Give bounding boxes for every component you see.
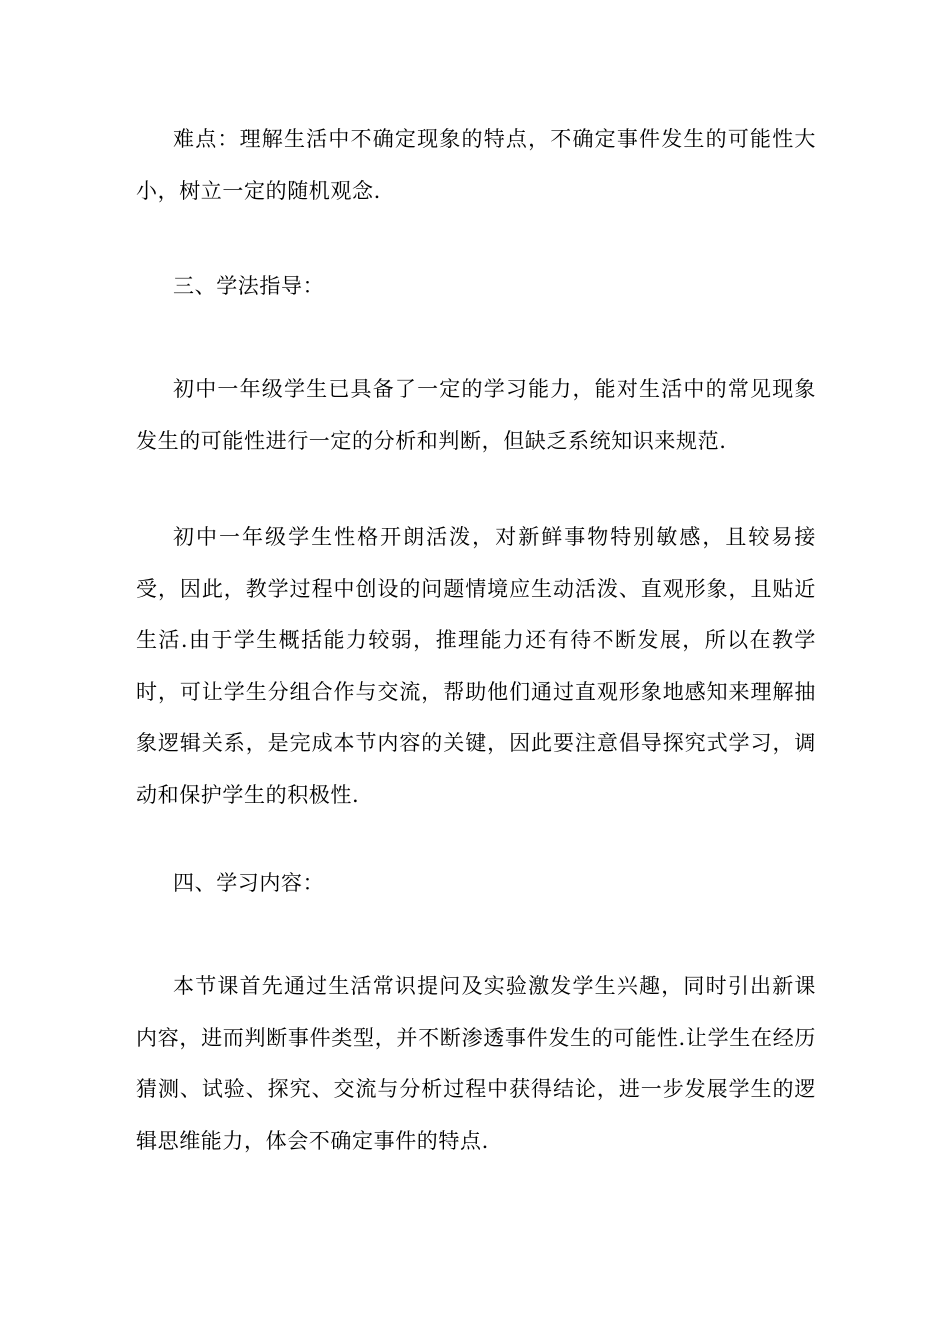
section-heading-study-method: 三、学法指导： [173,274,325,298]
section-heading-learning-content: 四、学习内容： [173,871,325,895]
paragraph-student-ability: 初中一年级学生已具备了一定的学习能力，能对生活中的常见现象发生的可能性进行一定的分析和判断，但缺乏系统知识来规范. [136,377,816,453]
paragraph-difficulty: 难点：理解生活中不确定现象的特点，不确定事件发生的可能性大小，树立一定的随机观念. [136,127,816,203]
paragraph-lesson-content: 本节课首先通过生活常识提问及实验激发学生兴趣，同时引出新课内容，进而判断事件类型，并不断渗透事件发生的可能性.让学生在经历猜测、试验、探究、交流与分析过程中获得结论，进一步发展学生的逻辑思维能力，体会不确定事件的特点. [136,974,816,1153]
paragraph-student-character: 初中一年级学生性格开朗活泼，对新鲜事物特别敏感，且较易接受，因此，教学过程中创设的问题情境应生动活泼、直观形象，且贴近生活.由于学生概括能力较弱，推理能力还有待不断发展，所以在教学时，可让学生分组合作与交流，帮助他们通过直观形象地感知来理解抽象逻辑关系，是完成本节内容的关键，因此要注意倡导探究式学习，调动和保护学生的积极性. [136,525,816,807]
